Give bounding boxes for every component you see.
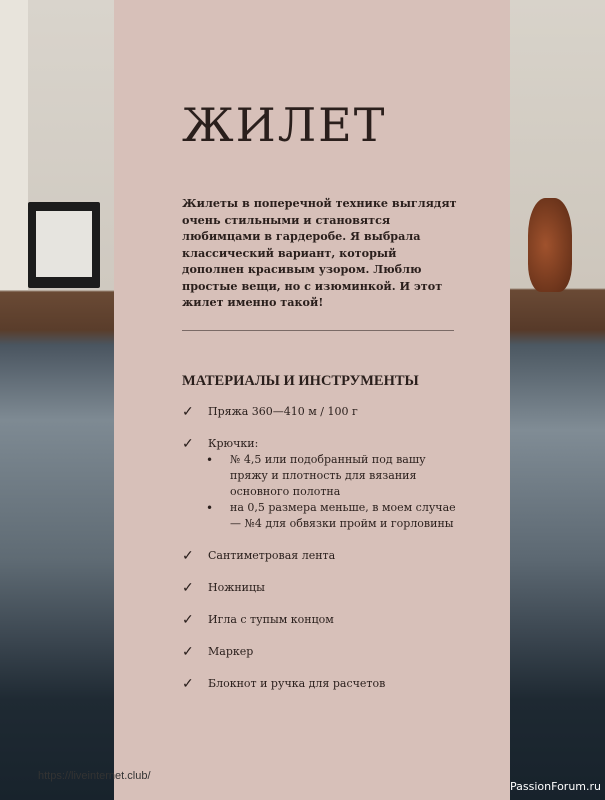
vase (528, 198, 572, 292)
background-photo-right (510, 0, 605, 800)
sub-item (206, 500, 462, 532)
material-item (182, 676, 462, 692)
material-label: Блокнот и ручка для расчетов (208, 677, 386, 690)
material-label: Игла с тупым концом (208, 613, 334, 626)
sub-item-text: на 0,5 размера меньше, в моем случае — №4 для обвязки пройм и горловины (230, 501, 456, 530)
material-item (182, 580, 462, 596)
photo-frame (28, 202, 100, 288)
intro-text: Жилеты в поперечной технике выглядят очень стильными и становятся любимцами в гардеробе. Я выбрала классический вариант, который дополнен красивым узором. Люблю простые вещи, но с изюминкой. И этот жилет именно такой! (182, 196, 457, 309)
watermark-left: https://liveinternet.club/ (38, 770, 151, 782)
page-title: ЖИЛЕТ (182, 98, 387, 152)
material-label: Сантиметровая лента (208, 549, 336, 562)
background-pillar (0, 0, 28, 290)
checkmark-icon: ✓ (182, 548, 194, 564)
materials-list (182, 404, 462, 708)
checkmark-icon: ✓ (182, 436, 194, 452)
checkmark-icon: ✓ (182, 580, 194, 596)
checkmark-icon: ✓ (182, 644, 194, 660)
materials-heading: МАТЕРИАЛЫ И ИНСТРУМЕНТЫ (182, 373, 419, 389)
checkmark-icon: ✓ (182, 676, 194, 692)
watermark-right: PassionForum.ru (510, 780, 601, 793)
material-item (182, 548, 462, 564)
material-item (182, 404, 462, 420)
divider (182, 330, 454, 331)
sub-item (206, 452, 462, 500)
material-item (182, 436, 462, 532)
sub-item-text: № 4,5 или подобранный под вашу пряжу и плотность для вязания основного полотна (230, 453, 426, 498)
material-label: Маркер (208, 645, 254, 658)
checkmark-icon: ✓ (182, 404, 194, 420)
checkmark-icon: ✓ (182, 612, 194, 628)
material-item (182, 644, 462, 660)
material-label: Ножницы (208, 581, 265, 594)
material-label: Пряжа 360—410 м / 100 г (208, 405, 358, 418)
material-label: Крючки: (208, 437, 259, 450)
bullet-icon: • (206, 453, 214, 467)
material-item (182, 612, 462, 628)
bullet-icon: • (206, 501, 214, 515)
